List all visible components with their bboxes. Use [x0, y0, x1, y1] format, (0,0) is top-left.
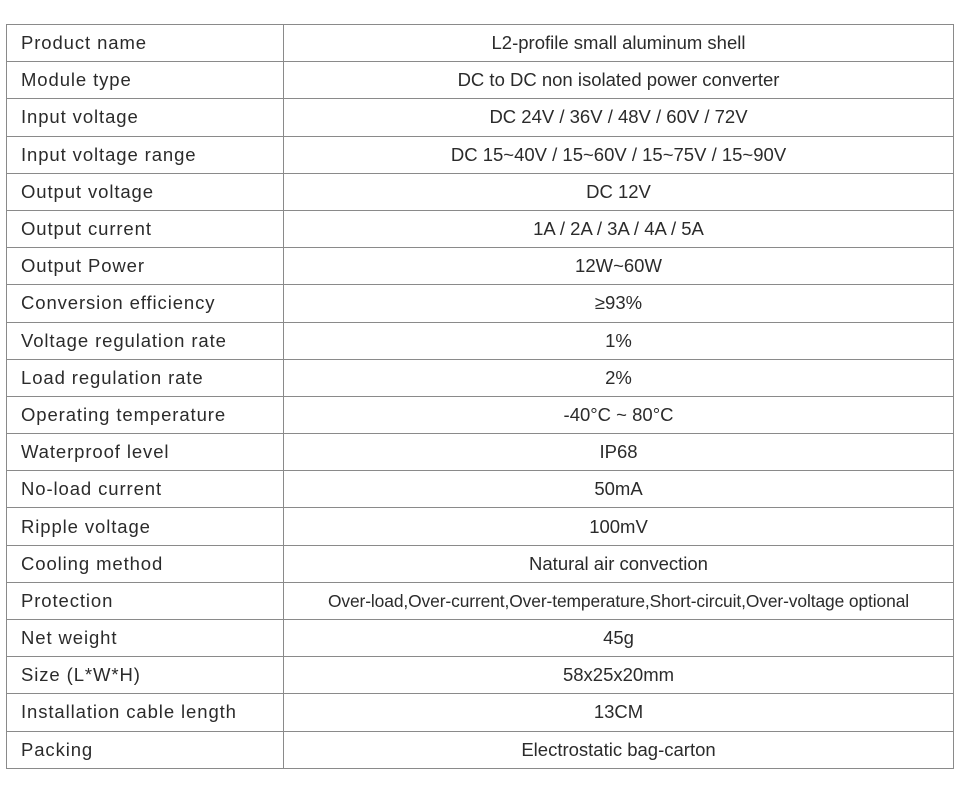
table-row [7, 62, 954, 99]
spec-label-output-current: Output current [7, 210, 284, 247]
table-row [7, 359, 954, 396]
table-row [7, 322, 954, 359]
table-row [7, 657, 954, 694]
spec-value-waterproof-level: IP68 [284, 434, 954, 471]
spec-label-operating-temperature: Operating temperature [7, 396, 284, 433]
spec-value-load-regulation-rate: 2% [284, 359, 954, 396]
table-row [7, 396, 954, 433]
spec-value-product-name: L2-profile small aluminum shell [284, 25, 954, 62]
table-row [7, 25, 954, 62]
table-row [7, 582, 954, 619]
spec-label-packing: Packing [7, 731, 284, 768]
spec-value-ripple-voltage: 100mV [284, 508, 954, 545]
spec-value-size: 58x25x20mm [284, 657, 954, 694]
spec-label-no-load-current: No-load current [7, 471, 284, 508]
spec-label-module-type: Module type [7, 62, 284, 99]
spec-label-voltage-regulation-rate: Voltage regulation rate [7, 322, 284, 359]
spec-value-conversion-efficiency: ≥93% [284, 285, 954, 322]
spec-label-net-weight: Net weight [7, 620, 284, 657]
spec-table-body [7, 25, 954, 769]
spec-value-output-power: 12W~60W [284, 248, 954, 285]
spec-value-voltage-regulation-rate: 1% [284, 322, 954, 359]
spec-table [6, 24, 954, 769]
spec-value-operating-temperature: -40°C ~ 80°C [284, 396, 954, 433]
table-row [7, 620, 954, 657]
spec-value-module-type: DC to DC non isolated power converter [284, 62, 954, 99]
spec-value-cooling-method: Natural air convection [284, 545, 954, 582]
spec-label-product-name: Product name [7, 25, 284, 62]
table-row [7, 545, 954, 582]
spec-value-no-load-current: 50mA [284, 471, 954, 508]
table-row [7, 248, 954, 285]
spec-label-output-voltage: Output voltage [7, 173, 284, 210]
table-row [7, 285, 954, 322]
spec-value-input-voltage: DC 24V / 36V / 48V / 60V / 72V [284, 99, 954, 136]
spec-label-output-power: Output Power [7, 248, 284, 285]
spec-label-installation-cable-length: Installation cable length [7, 694, 284, 731]
spec-value-packing: Electrostatic bag-carton [284, 731, 954, 768]
spec-label-protection: Protection [7, 582, 284, 619]
spec-label-input-voltage: Input voltage [7, 99, 284, 136]
table-row [7, 99, 954, 136]
spec-label-ripple-voltage: Ripple voltage [7, 508, 284, 545]
spec-value-output-current: 1A / 2A / 3A / 4A / 5A [284, 210, 954, 247]
table-row [7, 471, 954, 508]
table-row [7, 210, 954, 247]
table-row [7, 173, 954, 210]
table-row [7, 694, 954, 731]
spec-value-net-weight: 45g [284, 620, 954, 657]
table-row [7, 136, 954, 173]
spec-label-input-voltage-range: Input voltage range [7, 136, 284, 173]
spec-value-installation-cable-length: 13CM [284, 694, 954, 731]
spec-value-input-voltage-range: DC 15~40V / 15~60V / 15~75V / 15~90V [284, 136, 954, 173]
table-row [7, 731, 954, 768]
spec-value-protection: Over-load,Over-current,Over-temperature,Short-circuit,Over-voltage optional [284, 582, 954, 619]
spec-label-waterproof-level: Waterproof level [7, 434, 284, 471]
table-row [7, 508, 954, 545]
spec-label-conversion-efficiency: Conversion efficiency [7, 285, 284, 322]
spec-value-output-voltage: DC 12V [284, 173, 954, 210]
spec-label-cooling-method: Cooling method [7, 545, 284, 582]
table-row [7, 434, 954, 471]
spec-label-load-regulation-rate: Load regulation rate [7, 359, 284, 396]
spec-label-size: Size (L*W*H) [7, 657, 284, 694]
